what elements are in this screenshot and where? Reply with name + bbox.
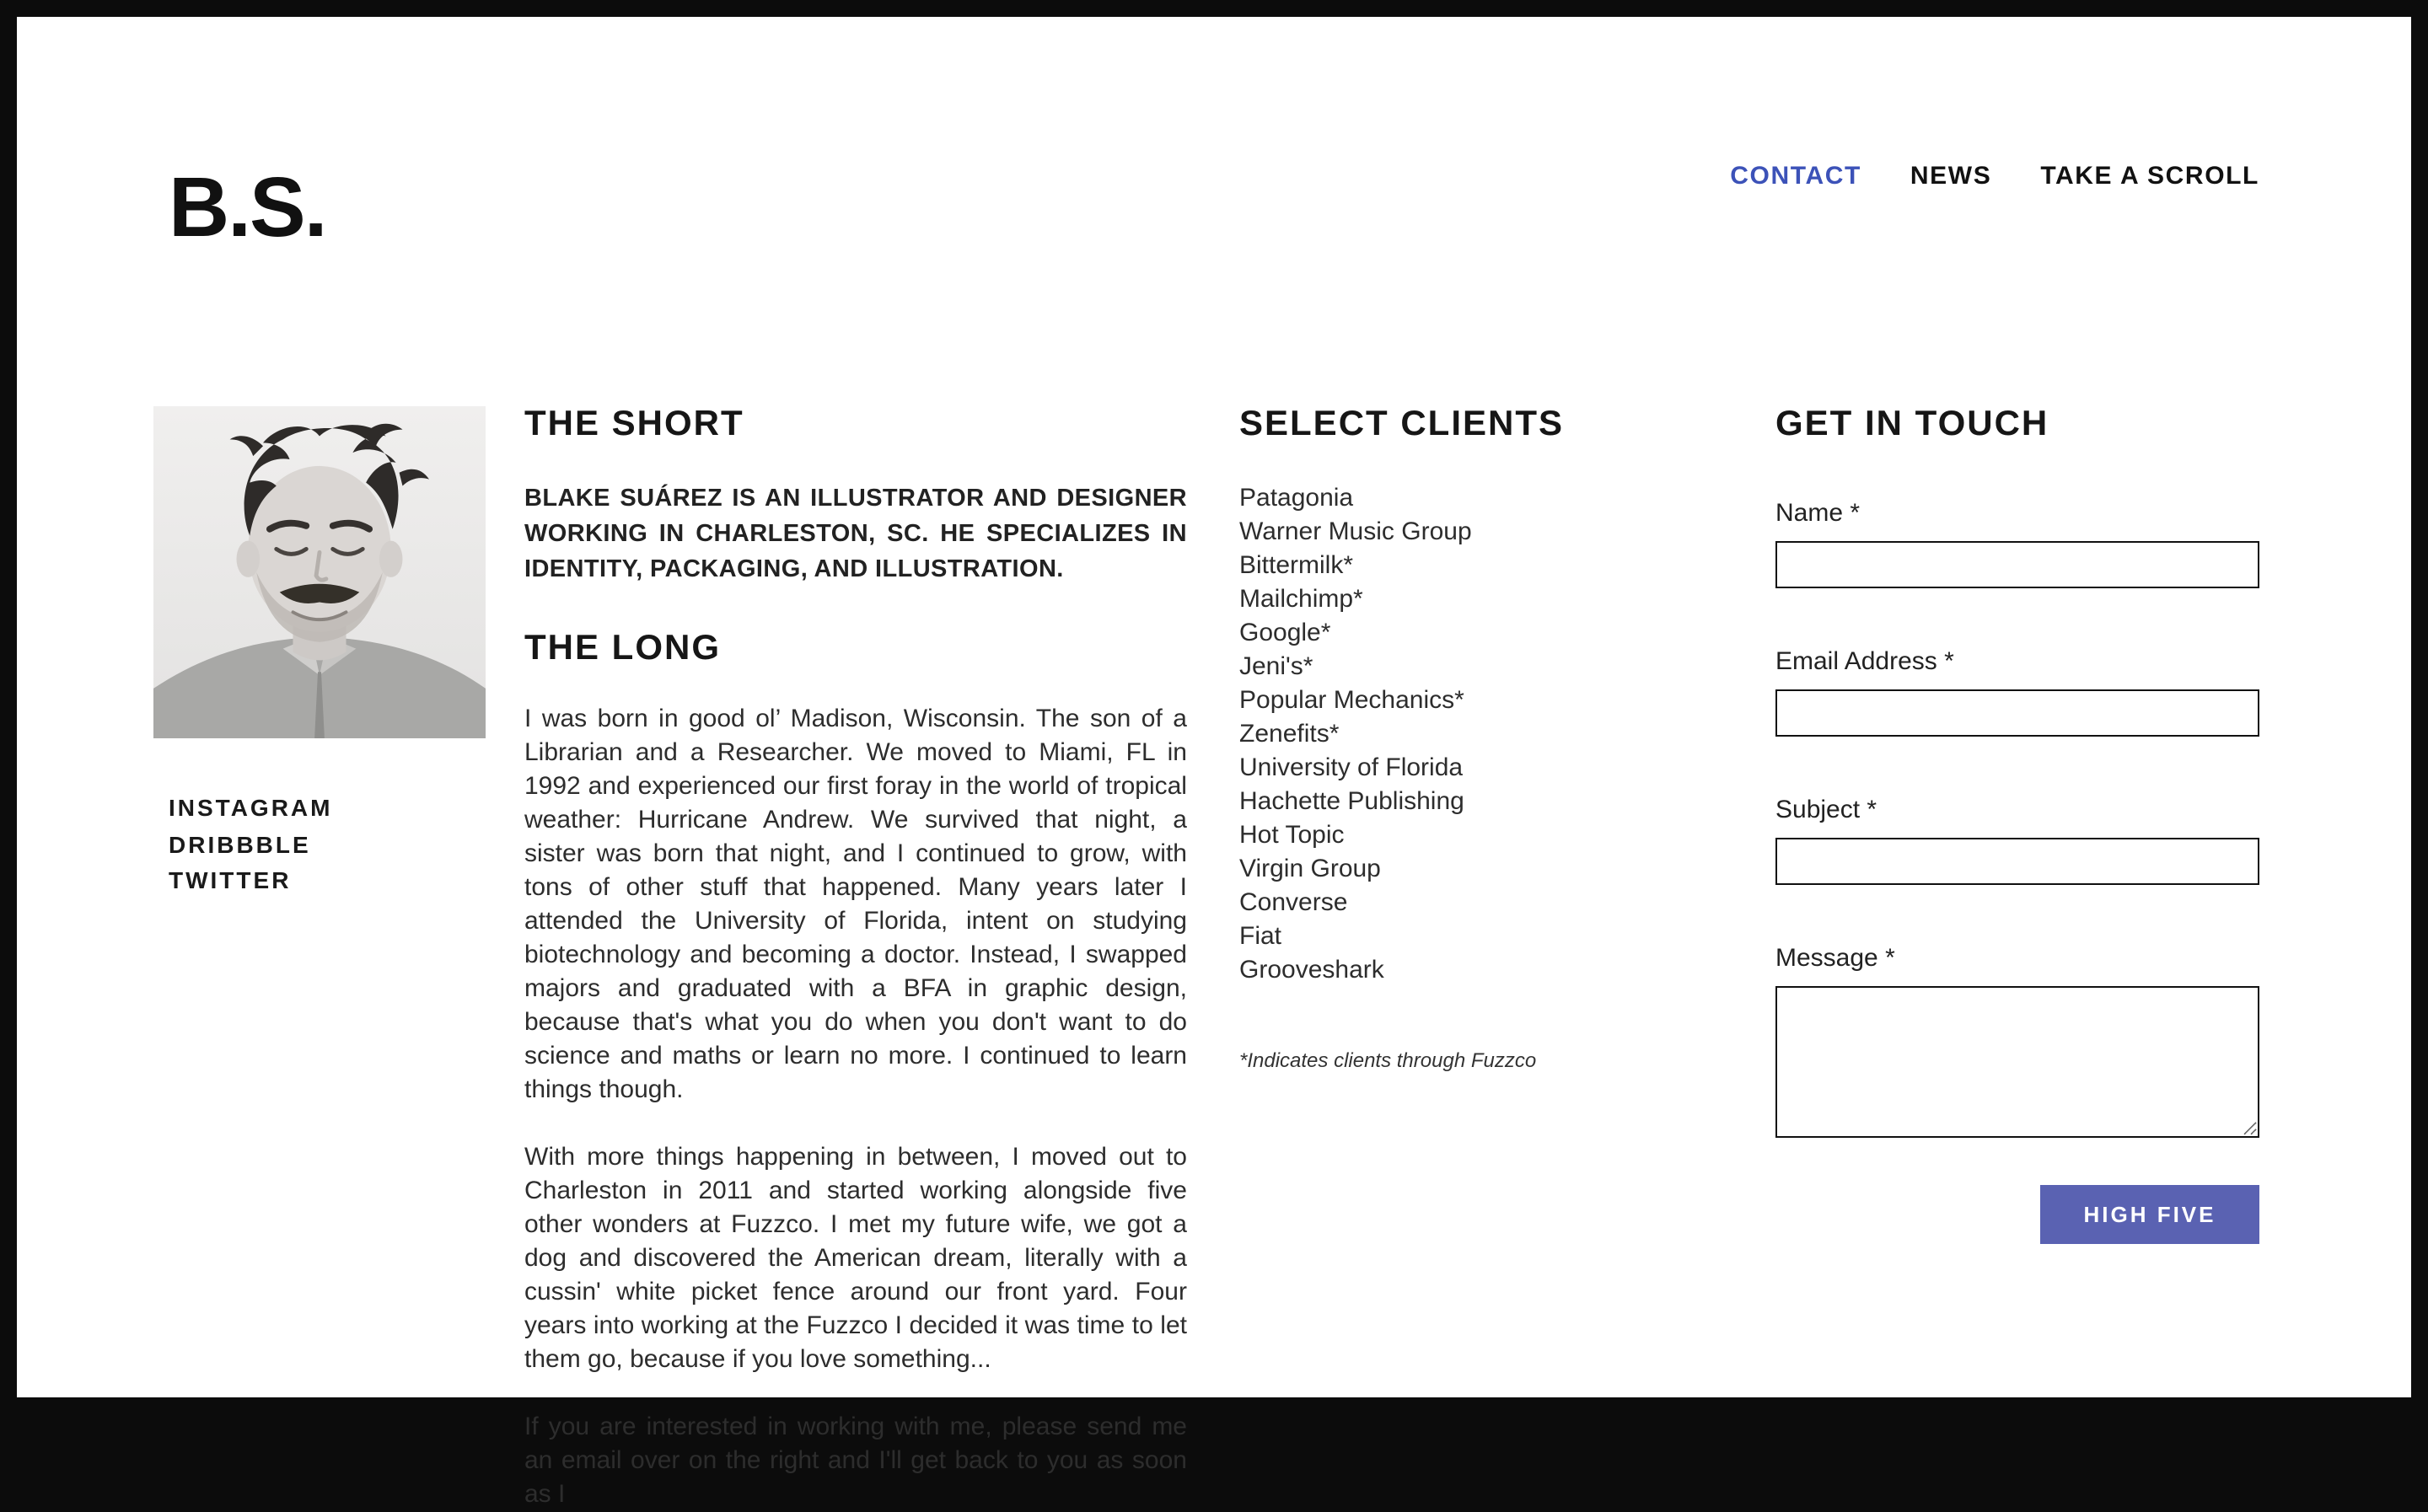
clients-column: [1239, 405, 1678, 1072]
form-field: [1775, 647, 2259, 737]
bio-paragraph: I was born in good ol’ Madison, Wisconsin. The son of a Librarian and a Researcher. We moved to Miami, FL in 1992 and experienced our first foray in the world of tropical weather: Hurricane Andrew. We survived that night, a sister was born that night, and I continued to grow, with tons of other stuff that happened. Many years later I attended the University of Florida, intent on studying biotechnology and becoming a doctor. Instead, I swapped majors and graduated with a BFA in graphic design, because that's what you do when you don't want to do science and maths or learn no more. I continued to learn things though.: [524, 705, 1187, 1104]
field-label: Name *: [1775, 499, 1861, 528]
message-textarea[interactable]: [1775, 986, 2259, 1138]
clients-footnote: *Indicates clients through Fuzzco: [1239, 1048, 1537, 1072]
main-nav: [1730, 162, 2259, 190]
text-input[interactable]: [1775, 838, 2259, 885]
text-input[interactable]: [1775, 689, 2259, 737]
contact-column: [1775, 405, 2259, 1244]
client-item: Fiat: [1239, 922, 1282, 951]
client-item: Patagonia: [1239, 484, 1354, 512]
bio-paragraph: If you are interested in working with me, please send me an email over on the right and I'll get back to you as soon as I: [524, 1413, 1187, 1509]
nav-link[interactable]: NEWS: [1910, 162, 1992, 190]
client-list: [1239, 482, 1678, 988]
site-logo[interactable]: B.S.: [169, 160, 326, 255]
field-label: Message *: [1775, 944, 1895, 973]
about-column: [524, 405, 1187, 1512]
contact-form: [1775, 499, 2259, 1138]
social-link[interactable]: TWITTER: [169, 866, 292, 893]
text-input[interactable]: [1775, 541, 2259, 588]
social-links: [169, 791, 491, 899]
client-item: Zenefits*: [1239, 720, 1340, 748]
client-item: Hachette Publishing: [1239, 787, 1464, 816]
contact-heading: GET IN TOUCH: [1775, 405, 2049, 443]
page: [17, 17, 2411, 1509]
client-item: Bittermilk*: [1239, 551, 1354, 580]
field-label: Subject *: [1775, 796, 1877, 824]
social-link[interactable]: DRIBBBLE: [169, 830, 311, 857]
long-heading: THE LONG: [524, 629, 721, 668]
social-link[interactable]: INSTAGRAM: [169, 794, 333, 821]
short-bio: BLAKE SUÁREZ IS AN ILLUSTRATOR AND DESIGNER WORKING IN CHARLESTON, SC. HE SPECIALIZES IN IDENTITY, PACKAGING, AND ILLUSTRATION.: [524, 485, 1187, 583]
high-five-button[interactable]: HIGH FIVE: [2040, 1185, 2259, 1244]
client-item: Converse: [1239, 888, 1348, 917]
form-field: [1775, 499, 2259, 588]
client-item: Google*: [1239, 619, 1331, 647]
bio-paragraph: With more things happening in between, I moved out to Charleston in 2011 and started working alongside five other wonders at Fuzzco. I met my future wife, we got a dog and discovered the American dream, literally with a cussin' white picket fence around our front yard. Four years into working at the Fuzzco I decided it was time to let them go, because if you love something...: [524, 1143, 1187, 1374]
client-item: Grooveshark: [1239, 956, 1384, 984]
client-item: Warner Music Group: [1239, 517, 1472, 546]
client-item: Jeni's*: [1239, 652, 1313, 681]
nav-link[interactable]: CONTACT: [1730, 162, 1861, 190]
clients-heading: SELECT CLIENTS: [1239, 405, 1565, 443]
client-item: Virgin Group: [1239, 855, 1381, 883]
client-item: Popular Mechanics*: [1239, 686, 1464, 715]
long-bio: [524, 703, 1187, 1512]
nav-link[interactable]: TAKE A SCROLL: [2040, 162, 2259, 190]
client-item: Hot Topic: [1239, 821, 1345, 850]
profile-column: [153, 406, 491, 899]
portrait-photo: [153, 406, 486, 738]
short-heading: THE SHORT: [524, 405, 744, 443]
client-item: University of Florida: [1239, 753, 1464, 782]
client-item: Mailchimp*: [1239, 585, 1363, 614]
form-field: [1775, 944, 2259, 1138]
field-label: Email Address *: [1775, 647, 1954, 676]
form-field: [1775, 796, 2259, 885]
submit-row: [1775, 1185, 2259, 1244]
